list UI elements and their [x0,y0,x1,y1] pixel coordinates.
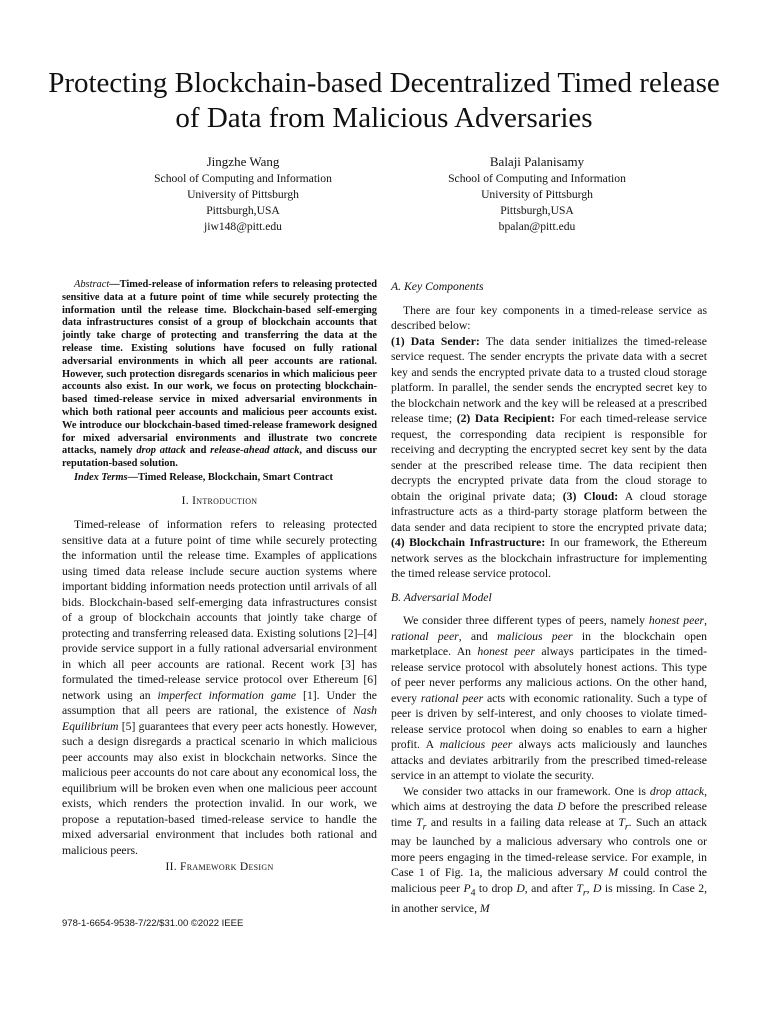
author-dept: School of Computing and Information [448,172,626,185]
author-dept: School of Computing and Information [154,172,332,185]
author-location: Pittsburgh,USA [206,204,280,217]
author-email: jiw148@pitt.edu [204,220,282,233]
author-block-2 [402,153,672,235]
subsection-heading-adversarial-model: B. Adversarial Model [391,590,492,604]
section-heading-introduction [62,494,377,510]
abstract-term: drop attack [136,445,186,457]
key-components-intro: There are four key components in a timed-release service as described below: [391,303,707,332]
section-title: Framework Design [180,861,274,874]
subsection-heading-key-components: A. Key Components [391,280,484,293]
author-name: Balaji Palanisamy [489,154,585,169]
author-univ: University of Pittsburgh [187,188,299,201]
abstract [62,279,377,471]
index-terms [62,471,377,484]
abstract-text: , and discuss our reputation-based solution. [62,445,378,470]
abstract-text: —Timed-release of information refers to releasing protected sensitive data at a future point of time while securely protecting the information until the release time. Blockchain-based self-emerging data infrastructures consist of a group of blockchain accounts that jointly take charge of protecting and transferring the data at the release time. Existing solutions have focused on fully rational adversarial environments in which all peer accounts are rational. However, such protection disregards scenarios in which malicious peer accounts also exist. In our work, we focus on protecting blockchain-based timed-release service in mixed adversarial environments in which both rational peer accounts and malicious peer accounts exist. We introduce our blockchain-based timed-release framework designed for mixed adversarial environments and illustrate two concrete attacks, namely [62,279,377,457]
index-terms-label: Index Terms [74,471,128,483]
section-heading-framework [62,860,377,876]
author-location: Pittsburgh,USA [500,204,574,217]
left-column [62,279,377,876]
section-number: II. [165,861,181,874]
author-name: Jingzhe Wang [206,154,280,169]
abstract-term: release-ahead attack [210,445,300,457]
section-title: Introduction [192,494,258,507]
author-block-1 [108,153,378,235]
adversarial-paragraph-2: We consider two attacks in our framework. One is drop attack, which aims at destroying the data D before the prescribed release time $T_r$ and results in a failing data release at $T_r$. Such an attack may be launched by a malicious adversary who controls one or more peers engaging in the timed-release service. For example, in Case 1 of Fig. 1a, the malicious adversary M could control the malicious peer $P_4$ to drop D, and after $T_r$, D is missing. In Case 2, in another service, M [391,784,708,915]
intro-paragraph: Timed-release of information refers to releasing protected sensitive data at a future point of time while securely protecting the information until the release time. Examples of applications using timed data release include secure auction systems where important bidding information needs protection until arrivals of all bids. Blockchain-based self-emerging data infrastructures consist of a group of blockchain accounts that jointly take charge of protecting and transferring released data. Existing solutions [2]–[4] provide service support in a fully rational adversarial environment in which all peer accounts are rational. Recent work [3] has formulated the timed-release service protocol over Ethereum [6] network using an imperfect information game [1]. Under the assumption that all peers are rational, the existence of Nash Equilibrium [5] guarantees that every peer acts honestly. However, such a design disregards a practical scenario in which malicious peer accounts may also exist in blockchain networks. Since the malicious peer accounts do not care about any economical loss, the equilibrium will be broken even when one malicious peer account exists, which renders the protection invalid. In our work, we propose a reputation-based timed-release service to handle the mixed adversarial environment that includes both rational and malicious peers. [62,518,377,857]
right-column [391,279,707,916]
paper-title: Protecting Blockchain-based Decentralized Timed release of Data from Malicious Adversaries [48,67,720,134]
adversarial-paragraph-1: We consider three different types of peers, namely honest peer, rational peer, and malicious peer in the blockchain open marketplace. An honest peer always participates in the timed-release service protocol with absolutely honest actions. This type of peer never performs any malicious actions. On the other hand, every rational peer acts with economic rationality. Such a type of peer is driven by self-interest, and only chooses to violate timed-release service protocol when doing so enables to earn a higher profit. A malicious peer always acts maliciously and launches attacks and deviates arbitrarily from the prescribed timed-release service in an attempt to violate the security. [391,614,708,782]
index-terms-text: —Timed Release, Blockchain, Smart Contract [127,471,333,483]
author-email: bpalan@pitt.edu [498,220,576,233]
abstract-label: Abstract [74,279,110,290]
key-components-list: (1) Data Sender: The data sender initializes the timed-release service request. The sender encrypts the private data with a secret key and sends the encrypted private data to a trusted cloud storage platform. In parallel, the sender sends the encrypted secret key to the blockchain network and the key will be released at a prescribed release time; (2) Data Recipient: For each timed-release service request, the corresponding data recipient is responsible for receiving and decrypting the encrypted secret key sent by the data sender at the prescribed release time. The data recipient then decrypts the encrypted private data from the cloud storage to obtain the original private data; (3) Cloud: A cloud storage infrastructure acts as a third-party storage platform between the data sender and data recipient to store the encrypted private data; (4) Blockchain Infrastructure: In our framework, the Ethereum network serves as the blockchain infrastructure for implementing the timed release service protocol. [391,334,707,580]
abstract-text: and [185,445,211,457]
author-univ: University of Pittsburgh [481,188,593,201]
section-number: I. [181,494,193,507]
copyright-footer: 978-1-6654-9538-7/22/$31.00 ©2022 IEEE [62,918,244,929]
